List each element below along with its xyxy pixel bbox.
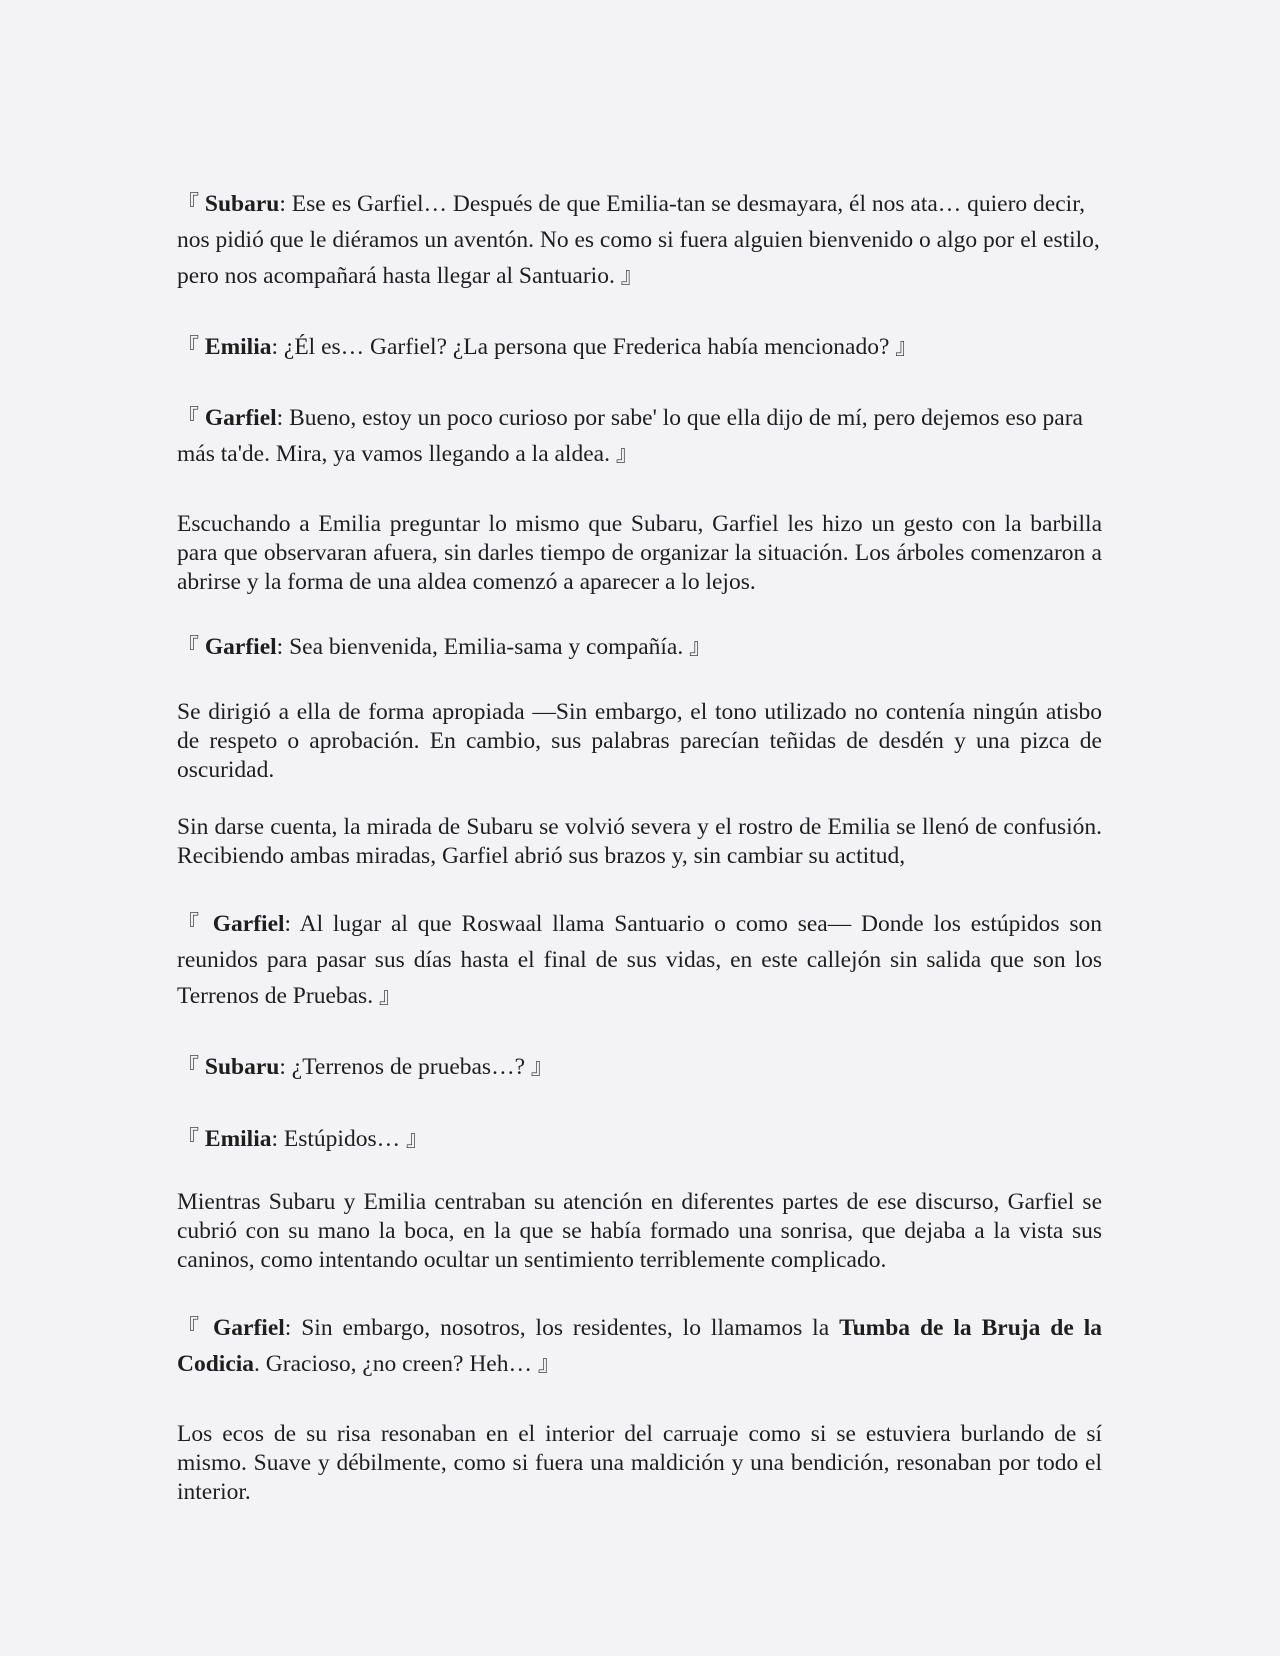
dialogue-paragraph (177, 1121, 1102, 1157)
open-quote: 『 (177, 1126, 200, 1151)
dialogue-paragraph (177, 629, 1102, 665)
dialogue-text: : Al lugar al que Roswaal llama Santuario o como sea— Donde los estúpidos son reunidos para pasar sus días hasta el final de sus vidas, en este callejón sin salida que son los Terrenos de Pruebas. (177, 911, 1102, 1009)
speaker-name: Emilia (204, 1126, 272, 1152)
dialogue-text: : Sea bienvenida, Emilia-sama y compañía. (276, 634, 690, 660)
narrative-paragraph: Los ecos de su risa resonaban en el interior del carruaje como si se estuviera burlando de sí mismo. Suave y débilmente, como si fuera una maldición y una bendición, resonaban por todo el interior. (177, 1421, 1102, 1505)
dialogue-paragraph (177, 400, 1102, 472)
close-quote: 』 (895, 334, 918, 359)
open-quote: 『 (177, 634, 200, 659)
narrative-paragraph: Sin darse cuenta, la mirada de Subaru se volvió severa y el rostro de Emilia se llenó de confusión. Recibiendo ambas miradas, Garfiel abrió sus brazos y, sin cambiar su actitud, (177, 814, 1102, 869)
close-quote: 』 (530, 1054, 553, 1079)
dialogue-paragraph (177, 906, 1102, 1014)
open-quote: 『 (177, 1054, 200, 1079)
narrative-paragraph: Mientras Subaru y Emilia centraban su atención en diferentes partes de ese discurso, Garfiel se cubrió con su mano la boca, en la que se había formado una sonrisa, que dejaba a la vista sus caninos, como intentando ocultar un sentimiento terriblemente complicado. (177, 1189, 1102, 1273)
dialogue-text: : ¿Él es… Garfiel? ¿La persona que Frederica había mencionado? (271, 334, 896, 360)
open-quote: 『 (177, 334, 200, 359)
speaker-name: Subaru (204, 1054, 280, 1080)
narrative-paragraph: Escuchando a Emilia preguntar lo mismo que Subaru, Garfiel les hizo un gesto con la barbilla para que observaran afuera, sin darles tiempo de organizar la situación. Los árboles comenzaron a abrirse y la forma de una aldea comenzó a aparecer a lo lejos. (177, 511, 1102, 595)
close-quote: 』 (620, 263, 643, 288)
speaker-name: Garfiel (213, 1315, 285, 1341)
speaker-name: Garfiel (204, 405, 277, 431)
speaker-name: Emilia (204, 334, 272, 360)
dialogue-paragraph (177, 1310, 1102, 1382)
open-quote: 『 (177, 405, 200, 430)
dialogue-paragraph (177, 1049, 1102, 1085)
narrative-paragraph: Se dirigió a ella de forma apropiada —Sin embargo, el tono utilizado no contenía ningún atisbo de respeto o aprobación. En cambio, sus palabras parecían teñidas de desdén y una pizca de oscuridad. (177, 699, 1102, 783)
close-quote: 』 (615, 441, 638, 466)
dialogue-text: : Bueno, estoy un poco curioso por sabe' lo que ella dijo de mí, pero dejemos eso para más ta'de. Mira, ya vamos llegando a la aldea. (177, 405, 1083, 467)
close-quote: 』 (378, 983, 401, 1008)
dialogue-paragraph (177, 186, 1102, 294)
dialogue-text: : Estúpidos… (271, 1126, 406, 1152)
speaker-name: Subaru (204, 191, 280, 217)
speaker-name: Garfiel (212, 911, 285, 937)
close-quote: 』 (537, 1351, 560, 1376)
dialogue-text: : ¿Terrenos de pruebas…? (279, 1054, 531, 1080)
dialogue-text: : Ese es Garfiel… Después de que Emilia-tan se desmayara, él nos ata… quiero decir, nos pidió que le diéramos un aventón. No es como si fuera alguien bienvenido o algo por el estilo, pero nos acompañará hasta llegar al Santuario. (177, 191, 1100, 289)
dialogue-text-after: . Gracioso, ¿no creen? Heh… (254, 1351, 538, 1377)
close-quote: 』 (405, 1126, 428, 1151)
close-quote: 』 (689, 634, 712, 659)
emphasized-phrase: Tumba de la Bruja de la Codicia (177, 1315, 1102, 1377)
dialogue-paragraph (177, 329, 1102, 365)
dialogue-text: : Sin embargo, nosotros, los residentes, lo llamamos la (284, 1315, 840, 1341)
speaker-name: Garfiel (204, 634, 277, 660)
open-quote: 『 (177, 191, 200, 216)
open-quote: 『 (177, 1315, 204, 1340)
open-quote: 『 (177, 911, 203, 936)
